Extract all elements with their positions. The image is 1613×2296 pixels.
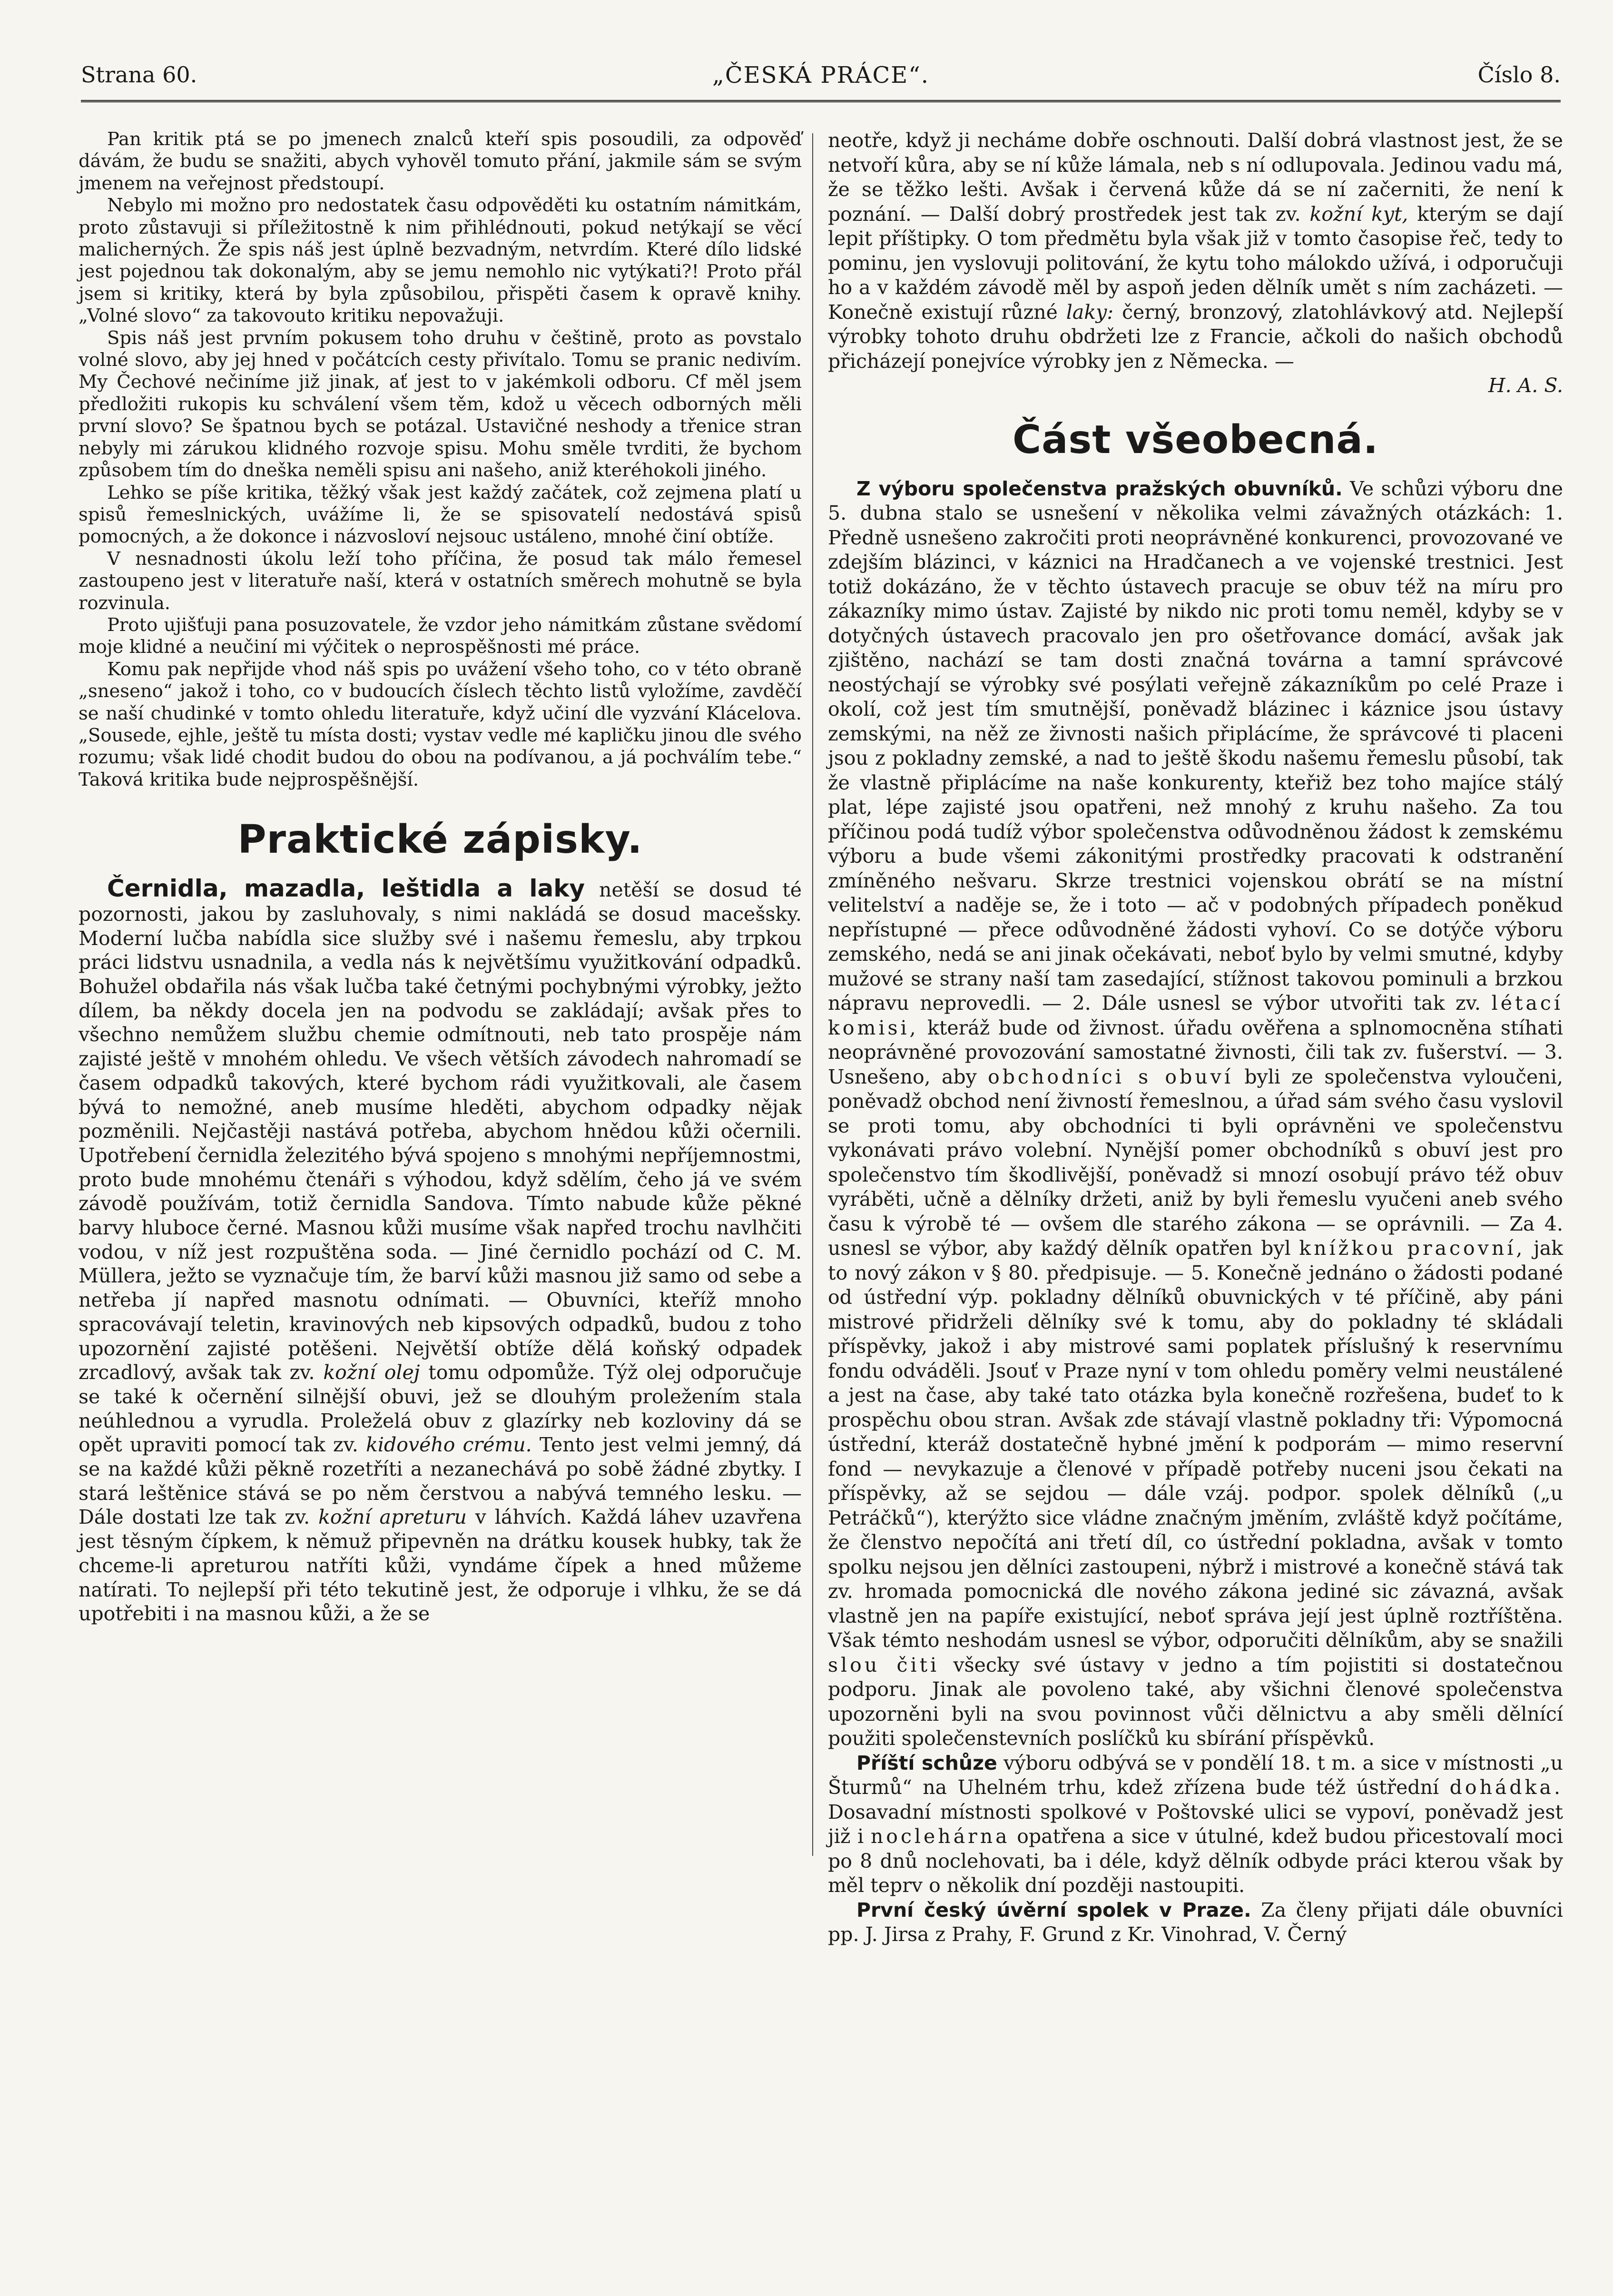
page-header [81,62,1561,102]
section-heading-cast-vseobecna: Část všeobecná. [1012,417,1379,463]
article-lead: Z výboru společenstva pražských obuvníků. [856,477,1343,500]
paragraph: Spis náš jest prvním pokusem toho druhu v češtině, proto as povstalo volné slovo, aby jej hned v počátcích cesty přivítalo. Tomu se pranic nedivím. My Čechové nečiníme již jinak, ať jest to v jakémkoli odboru. Cf měl jsem předložiti rukopis ku schválení všem těm, kdož u věcech odborných měli první slovo? Se špatnou bych se potázal. Ustavičné neshody a třenice stran nebyly mi zárukou klidného rozvoje spisu. Mohu směle tvrditi, že bychom způsobem tím do dneška neměli spisu ani našeho, aniž kteréhokoli jiného. [79,327,802,482]
paragraph: Pan kritik ptá se po jmenech znalců kteří spis posoudili, za odpověď dávám, že budu se snažiti, abych vyhověl tomuto přání, jakmile sám se svým jmenem na veřejnost předstoupí. [79,128,802,194]
paragraph-continued: neotře, když ji necháme dobře oschnouti. Další dobrá vlastnost jest, že se netvoří kůra, aby se ní kůže lámala, neb s ní odlupovala. Jedinou vadu má, že se těžko lešti. Avšak i červená kůže dá se ní začerniti, že není k poznání. — Další dobrý prostředek jest tak zv. kožní kyt, kterým se dají lepit příštipky. O tom předmětu byla však již v tomto časopise řeč, tedy to pominu, jen vyslovuji politování, že kytu toho málokdo užívá, i odporučuji ho a v každém závodě měl by aspoň jeden dělník umět s ním zacházeti. — Konečně existují různé laky: černý, bronzový, zlatohlávkový atd. Nejlepší výrobky tohoto druhu obdržeti lze z Francie, ačkoli do našich obchodů přicházejí ponejvíce výrobky jen z Německa. — [828,129,1563,373]
article-lead: Příští schůze [856,1751,997,1774]
article-pristi-schuze: Příští schůze výboru odbývá se v pondělí 18. t m. a sice v místnosti „u Šturmů“ na Uhelném trhu, kdež zřízena bude též ústřední dohádka. Dosavadní místnosti spolkové v Poštovské ulici se vypoví, poněvadž jest již i noclehárna opatřena a sice v útulné, kdež budou přicestovalí moci po 8 dnů noclehovati, ba i déle, když dělník odbyde práci kterou však by měl teprv o několik dní později nastoupiti. [828,1751,1563,1897]
left-column [79,128,802,1626]
journal-title: „ČESKÁ PRÁCE“. [712,62,929,89]
paragraph: V nesnadnosti úkolu leží toho příčina, že posud tak málo řemesel zastoupeno jest v literatuře naší, která v ostatních směrech mohutně se byla rozvinula. [79,548,802,614]
paragraph: Proto ujišťuji pana posuzovatele, že vzdor jeho námitkám zůstane svědomí moje klidné a neučiní mi výčitek o neprospěšnosti mé práce. [79,614,802,658]
author-signature: H. A. S. [1488,374,1563,397]
article-lead: První český úvěrní spolek v Praze. [856,1898,1251,1922]
paragraph: Komu pak nepřijde vhod náš spis po uvážení všeho toho, co v této obraně „sneseno“ jakož i toho, co v budoucích číslech těchto listů vyložíme, zavděčí se naší chudinké v tomto ohledu literatuře, když učiní dle vyzvání Klácelova. „Sousede, ejhle, ještě tu místa dosti; vystav vedle mé kapličku jinou dle svého rozumu; však lidé chodit budou do obou na podívanou, a já pochválím tebe.“ Taková kritika bude nejprospěšnější. [79,658,802,790]
right-column [828,128,1563,1947]
column-divider [812,133,813,1856]
article-subheading: Černidla, mazadla, leštidla a laky [107,875,585,903]
page-number: Strana 60. [81,62,197,88]
article-uverni-spolek: První český úvěrní spolek v Praze. Za členy přijati dále obuvníci pp. J. Jirsa z Prahy, F. Grund z Kr. Vinohrad, V. Černý [828,1898,1563,1946]
article-cernidla: Černidla, mazadla, leštidla a laky netěší se dosud té pozornosti, jakou by zasluhovaly, s nimi nakládá se dosud macešsky. Moderní lučba nabídla sice služby své i našemu řemeslu, aby trpkou práci lidstvu usnadnila, a vedla nás k největšímu využitkování odpadků. Bohužel obdařila nás však lučba také četnými pochybnými výrobky, ježto dílem, ba někdy docela jen na podvodu se zakládají; avšak přes to všechno nemůžem službu chemie odmítnouti, neb tato prospěje nám zajisté ještě v mnohém ohledu. Ve všech větších závodech nahromadí se časem odpadků takových, které bychom rádi využitkovali, ale časem bývá to nemožné, aneb musíme hleděti, abychom odpadky nějak pozměnili. Nejčastěji nastává potřeba, abychom hnědou kůži očernili. Upotřebení černidla železitého bývá spojeno s mnohými nepříjemnostmi, proto bude mnohému čtenáři s výhodou, když sdělím, čeho já ve svém závodě používám, totiž černidla Sandova. Tímto nabude kůže pěkné barvy hluboce černé. Masnou kůži musíme však napřed trochu navlhčiti vodou, v níž jest rozpuštěna soda. — Jiné černidlo pochází od C. M. Müllera, ježto se vyznačuje tím, že barví kůži masnou již samo od sebe a netřeba jí napřed masnotu odnímati. — Obuvníci, kteříž mnoho spracovávají teletin, kravinových neb kipsových odpadků, budou z toho upozornění zajisté potěšeni. Největší obtíže dělá koňský odpadek zrcadlový, avšak tak zv. kožní olej tomu odpomůže. Týž olej odporučuje se také k očernění silnější obuvi, jež se dlouhým proležením stala neúhlednou a vyrudla. Proleželá obuv z glazírky neb kozloviny dá se opět upraviti pomocí tak zv. kidového crému. Tento jest velmi jemný, dá se na každé kůži pěkně rozetříti a nezanechává po sobě žádné zbytky. I stará leštěnice stává se po něm čerstvou a nabývá temného lesku. — Dále dostati lze tak zv. kožní apreturu v láhvích. Každá láhev uzavřena jest těsným čípkem, k němuž připevněn na drátku kousek hubky, tak že chceme-li apreturou natříti kůži, vyndáme čípek a hned můžeme natírati. To nejlepší při této tekutině jest, že odporuje i vlhku, že se dá upotřebiti i na masnou kůži, a že se [79,875,802,1626]
section-heading-prakticke-zapisky: Praktické zápisky. [237,817,643,863]
issue-number: Číslo 8. [1477,62,1561,88]
paragraph: Lehko se píše kritika, těžký však jest každý začátek, což zejmena platí u spisů řemeslnických, uvážíme li, že se spisovatelí nedostává spisů pomocných, a že dokonce i názvosloví nejsouc ustáleno, mnohé činí obtíže. [79,482,802,548]
article-vybor: Z výboru společenstva pražských obuvníků. Ve schůzi výboru dne 5. dubna stalo se usnešení v několika velmi závažných otázkách: 1. Předně usnešeno zakročiti proti neoprávněné konkurenci, provozované ve zdejším blázinci, v káznici na Hradčanech a ve vojenské trestnici. Jest totiž dokázáno, že v těchto ústavech pracuje se obuv též na míru pro zákazníky mimo ústav. Zajisté by nikdo nic proti tomu neměl, kdyby se v dotyčných ústavech pracovalo jen pro ošetřovance domácí, avšak jak zjištěno, nachází se tam dosti značná továrna a tamní správcové neostýchají se výrobky své posýlati veřejně zákazníkům po celé Praze i okolí, což jest tím smutnější, poněvadž blázinec i káznice jsou ústavy zemskými, na něž ze živnosti našich připlácíme, že správcové ti placeni jsou z pokladny zemské, a nad to ještě škodu našemu řemeslu působí, tak že vlastně připlácíme na naše konkurenty, kteřiž bez toho majíce stálý plat, lépe zajisté jsou opatřeni, než mnohý z kruhu našeho. Za tou příčinou podá tudíž výbor společenstva odůvodněnou žádost k zemskému výboru a bude všemi zákonitými prostředky pracovati k odstranění zmíněného nešvaru. Skrze trestnici vojenskou obrátí se na místní velitelství a naděje se, že i toto — ač v podobných případech poněkud nepřístupné — přece odůvodněné žádosti vyhoví. Co se dotýče výboru zemského, nedá se ani jinak očekávati, neboť bylo by velmi smutné, kdyby mužové se strany naší tam zasedající, stížnost takovou pominuli a brzkou nápravu neprovedli. — 2. Dále usnesl se výbor utvořiti tak zv. létací komisi, kteráž bude od živnost. úřadu ověřena a splnomocněna stíhati neoprávněné provozování samostatné živnosti, čili tak zv. fušerství. — 3. Usnešeno, aby obchodníci s obuví byli ze společenstva vyloučeni, poněvadž obchod není živností řemeslnou, a úřad sám svého času vyslovil se proti tomu, aby obchodníci ti byli oprávněni ve společenstvu vykonávati právo volební. Nynější pomer obchodníků s obuví jest pro společenstvo tím škodlivější, poněvadž si mnozí osobují právo též obuv vyráběti, učně a dělníky držeti, aniž by byli řemeslu vyučeni aneb svého času k výrobě té — ovšem dle starého zákona — se oprávnili. — Za 4. usnesl se výbor, aby každý dělník opatřen byl knížkou pracovní, jak to nový zákon v § 80. předpisuje. — 5. Konečně jednáno o žádosti podané od ústřední výp. pokladny dělníků obuvnických v té příčině, aby páni mistrové přidrželi dělníky své k tomu, aby do pokladny té skládali příspěvky, jakož i aby mistrové sami poplatek příslušný k reservnímu fondu odváděli. Jsouť v Praze nyní v tom ohledu poměry velmi neustálené a jest na čase, aby také tato otázka byla konečně rozřešena, budeť to k prospěchu obou stran. Avšak zde stávají vlastně pokladny tři: Výpomocná ústřední, kteráž dostatečně hybné jmění k podporám — mimo reservní fond — nevykazuje a členové v případě potřeby nuceni jsou čekati na příspěvky, až se sejdou — dále vzáj. podpor. spolek dělníků („u Petráčků“), kterýžto sice vládne značným jměním, zvláště když počítáme, že členstvo nepočítá ani třetí díl, co ústřední pokladna, avšak v tomto spolku nejsou jen dělníci zastoupeni, nýbrž i mistrové a konečně stává tak zv. hromada pomocnická dle nového zákona jediné sic závazná, avšak vlastně jen na papíře existující, neboť správa její jest úplně roztříštěna. Však témto neshodám usnesl se výbor, odporučiti dělníkům, aby se snažili slou čiti všecky své ústavy v jedno a tím pojistiti si dostatečnou podporu. Jinak ale povoleno také, aby všichni členové společenstva upozorněni byli na svou povinnost vůči dělnictvu a aby směli dělnící použiti společenstevních poslíčků ku sbírání příspěvků. [828,477,1563,1750]
paragraph: Nebylo mi možno pro nedostatek času odpověděti ku ostatním námitkám, proto zůstavuji si příležitostně k nim přihlédnouti, pokud netýkají se věcí malicherných. Že spis náš jest úplně bezvadným, netvrdím. Které dílo lidské jest pojednou tak dokonalým, aby se jemu nemohlo nic vytýkati?! Proto přál jsem si kritiky, která by byla způsobilou, přispěti časem k opravě knihy. „Volné slovo“ za takovouto kritiku nepovažuji. [79,195,802,327]
